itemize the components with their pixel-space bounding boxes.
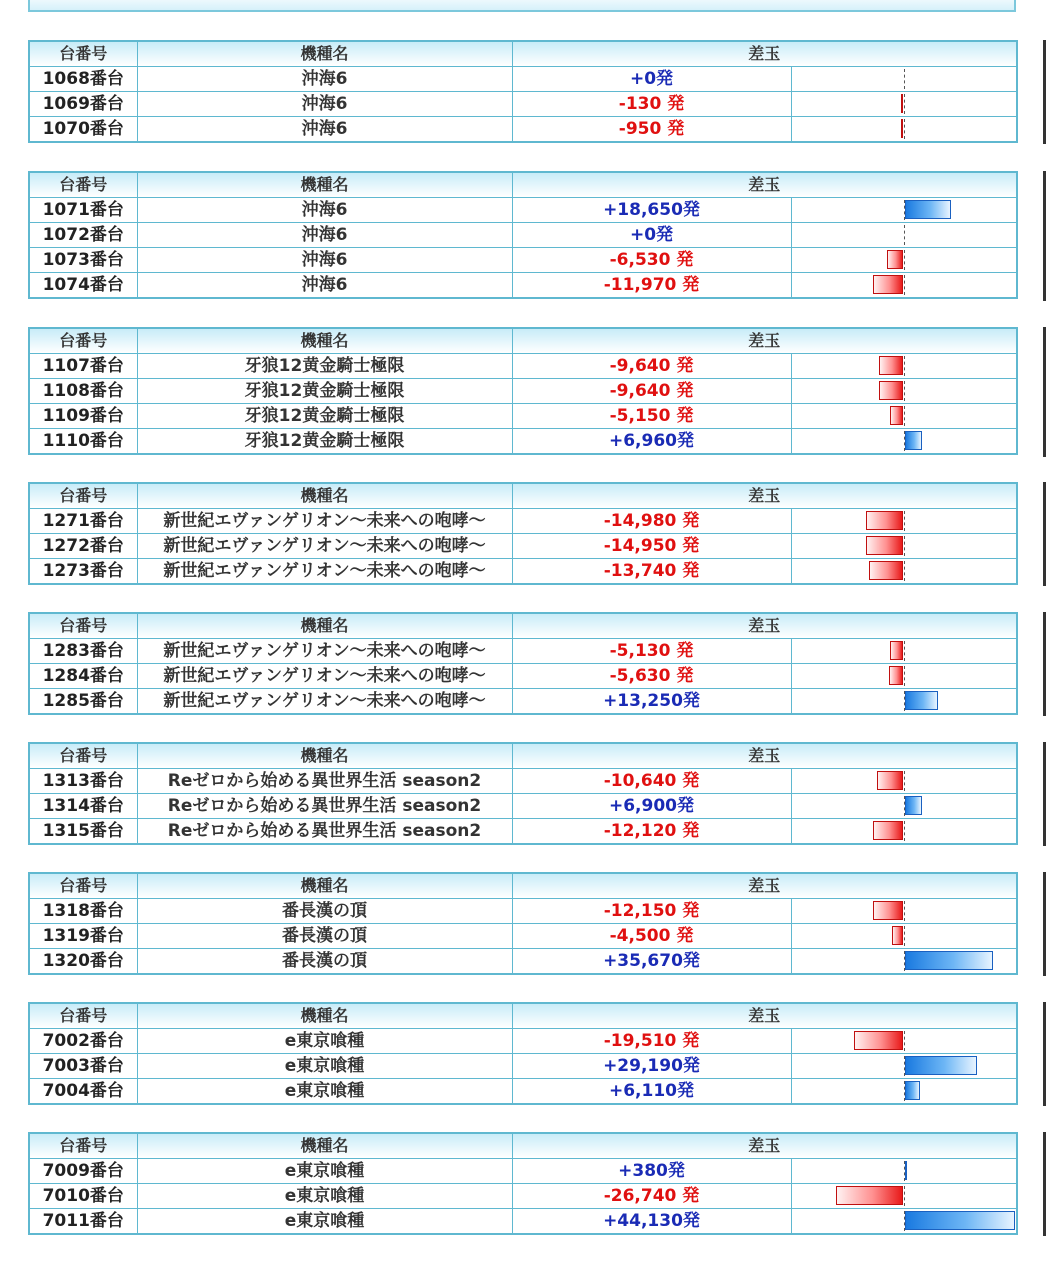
bar-zero-axis (904, 94, 905, 114)
bar-zero-axis (904, 641, 905, 661)
diff-bar-cell (791, 949, 1017, 975)
machine-number: 7009番台 (29, 1159, 137, 1184)
machine-name: 牙狼12黄金騎士極限 (137, 404, 512, 429)
diff-value: +44,130発 (512, 1209, 791, 1235)
machine-name: 番長漢の頂 (137, 899, 512, 924)
machine-number: 1320番台 (29, 949, 137, 975)
table-row (29, 1054, 1017, 1079)
diff-value: +6,900発 (512, 794, 791, 819)
diff-bar-cell (791, 67, 1017, 92)
header-machine-name: 機種名 (137, 1003, 512, 1029)
header-machine-number: 台番号 (29, 172, 137, 198)
table-header-row (29, 613, 1017, 639)
positive-diff-bar (905, 1211, 1015, 1230)
edge-mark (1043, 171, 1046, 301)
machine-name: 番長漢の頂 (137, 924, 512, 949)
bar-zero-axis (904, 381, 905, 401)
machine-name: e東京喰種 (137, 1184, 512, 1209)
header-machine-name: 機種名 (137, 1133, 512, 1159)
machine-number: 1272番台 (29, 534, 137, 559)
machine-name: 沖海6 (137, 117, 512, 143)
machine-name: 新世紀エヴァンゲリオン～未来への咆哮～ (137, 689, 512, 715)
bar-zero-axis (904, 561, 905, 581)
table-row (29, 92, 1017, 117)
machine-name: 新世紀エヴァンゲリオン～未来への咆哮～ (137, 509, 512, 534)
diff-bar-cell (791, 769, 1017, 794)
table-header-row (29, 483, 1017, 509)
diff-value: -12,120 発 (512, 819, 791, 845)
table-row (29, 794, 1017, 819)
table-row (29, 404, 1017, 429)
machine-name: Reゼロから始める異世界生活 season2 (137, 819, 512, 845)
positive-diff-bar (905, 951, 994, 970)
table-row (29, 689, 1017, 715)
negative-diff-bar (892, 926, 903, 945)
machine-number: 1074番台 (29, 273, 137, 299)
machine-name: Reゼロから始める異世界生活 season2 (137, 769, 512, 794)
header-diff: 差玉 (512, 1133, 1017, 1159)
machine-number: 1319番台 (29, 924, 137, 949)
table-header-row (29, 172, 1017, 198)
bar-zero-axis (904, 666, 905, 686)
edge-mark (1043, 1002, 1046, 1106)
top-banner (28, 0, 1016, 12)
machine-name: 沖海6 (137, 223, 512, 248)
machine-name: 番長漢の頂 (137, 949, 512, 975)
header-diff: 差玉 (512, 41, 1017, 67)
diff-value: -4,500 発 (512, 924, 791, 949)
diff-table (28, 612, 1018, 715)
edge-mark (1043, 482, 1046, 586)
table-header-row (29, 1133, 1017, 1159)
machine-name: 新世紀エヴァンゲリオン～未来への咆哮～ (137, 664, 512, 689)
diff-bar-cell (791, 1209, 1017, 1235)
header-diff: 差玉 (512, 613, 1017, 639)
negative-diff-bar (901, 119, 903, 138)
header-machine-name: 機種名 (137, 172, 512, 198)
diff-bar-cell (791, 559, 1017, 585)
table-row (29, 509, 1017, 534)
table-row (29, 1184, 1017, 1209)
negative-diff-bar (879, 356, 903, 375)
bar-zero-axis (904, 225, 905, 245)
diff-value: -13,740 発 (512, 559, 791, 585)
diff-table (28, 40, 1018, 143)
machine-name: 新世紀エヴァンゲリオン～未来への咆哮～ (137, 559, 512, 585)
machine-number: 1318番台 (29, 899, 137, 924)
diff-bar-cell (791, 429, 1017, 455)
positive-diff-bar (905, 1161, 907, 1180)
machine-name: 牙狼12黄金騎士極限 (137, 354, 512, 379)
machine-name: 新世紀エヴァンゲリオン～未来への咆哮～ (137, 534, 512, 559)
diff-bar-cell (791, 664, 1017, 689)
negative-diff-bar (873, 821, 903, 840)
table-row (29, 769, 1017, 794)
table-header-row (29, 41, 1017, 67)
negative-diff-bar (877, 771, 904, 790)
machine-number: 7011番台 (29, 1209, 137, 1235)
negative-diff-bar (901, 94, 903, 113)
machine-name: Reゼロから始める異世界生活 season2 (137, 794, 512, 819)
positive-diff-bar (905, 200, 952, 219)
header-machine-number: 台番号 (29, 1003, 137, 1029)
diff-bar-cell (791, 1184, 1017, 1209)
machine-number: 1107番台 (29, 354, 137, 379)
machine-name: 新世紀エヴァンゲリオン～未来への咆哮～ (137, 639, 512, 664)
header-machine-number: 台番号 (29, 41, 137, 67)
diff-bar-cell (791, 404, 1017, 429)
machine-name: 沖海6 (137, 67, 512, 92)
header-machine-number: 台番号 (29, 873, 137, 899)
machine-number: 1315番台 (29, 819, 137, 845)
machine-number: 1073番台 (29, 248, 137, 273)
machine-number: 1273番台 (29, 559, 137, 585)
diff-value: +35,670発 (512, 949, 791, 975)
diff-value: -10,640 発 (512, 769, 791, 794)
bar-zero-axis (904, 356, 905, 376)
machine-number: 7010番台 (29, 1184, 137, 1209)
diff-bar-cell (791, 379, 1017, 404)
edge-mark (1043, 872, 1046, 976)
machine-name: 沖海6 (137, 273, 512, 299)
table-row (29, 949, 1017, 975)
table-row (29, 198, 1017, 223)
negative-diff-bar (879, 381, 903, 400)
header-machine-name: 機種名 (137, 743, 512, 769)
diff-value: -19,510 発 (512, 1029, 791, 1054)
machine-number: 1070番台 (29, 117, 137, 143)
machine-name: e東京喰種 (137, 1159, 512, 1184)
positive-diff-bar (905, 1056, 978, 1075)
diff-value: -950 発 (512, 117, 791, 143)
table-row (29, 223, 1017, 248)
machine-number: 1072番台 (29, 223, 137, 248)
negative-diff-bar (854, 1031, 903, 1050)
table-row (29, 248, 1017, 273)
machine-name: 牙狼12黄金騎士極限 (137, 429, 512, 455)
diff-table (28, 1132, 1018, 1235)
edge-mark (1043, 40, 1046, 144)
machine-number: 1271番台 (29, 509, 137, 534)
diff-value: -14,950 発 (512, 534, 791, 559)
machine-number: 1283番台 (29, 639, 137, 664)
machine-name: 牙狼12黄金騎士極限 (137, 379, 512, 404)
positive-diff-bar (905, 1081, 920, 1100)
table-row (29, 117, 1017, 143)
machine-number: 7002番台 (29, 1029, 137, 1054)
diff-value: -5,150 発 (512, 404, 791, 429)
table-row (29, 664, 1017, 689)
machine-name: e東京喰種 (137, 1209, 512, 1235)
machine-name: 沖海6 (137, 92, 512, 117)
diff-value: +6,960発 (512, 429, 791, 455)
diff-bar-cell (791, 354, 1017, 379)
diff-value: -26,740 発 (512, 1184, 791, 1209)
negative-diff-bar (890, 406, 903, 425)
negative-diff-bar (873, 901, 903, 920)
edge-mark (1043, 1132, 1046, 1236)
diff-bar-cell (791, 117, 1017, 143)
table-header-row (29, 328, 1017, 354)
negative-diff-bar (866, 536, 903, 555)
table-row (29, 819, 1017, 845)
bar-zero-axis (904, 119, 905, 139)
edge-mark (1043, 327, 1046, 457)
header-machine-name: 機種名 (137, 328, 512, 354)
table-row (29, 899, 1017, 924)
diff-table (28, 742, 1018, 845)
diff-value: +29,190発 (512, 1054, 791, 1079)
bar-zero-axis (904, 275, 905, 295)
table-row (29, 559, 1017, 585)
diff-value: +380発 (512, 1159, 791, 1184)
edge-mark (1043, 612, 1046, 716)
negative-diff-bar (836, 1186, 903, 1205)
header-diff: 差玉 (512, 172, 1017, 198)
header-machine-name: 機種名 (137, 873, 512, 899)
header-diff: 差玉 (512, 328, 1017, 354)
diff-bar-cell (791, 223, 1017, 248)
machine-name: e東京喰種 (137, 1029, 512, 1054)
diff-bar-cell (791, 1054, 1017, 1079)
table-row (29, 924, 1017, 949)
negative-diff-bar (887, 250, 903, 269)
header-machine-number: 台番号 (29, 328, 137, 354)
diff-bar-cell (791, 198, 1017, 223)
table-row (29, 1159, 1017, 1184)
header-machine-number: 台番号 (29, 613, 137, 639)
machine-number: 1071番台 (29, 198, 137, 223)
header-machine-number: 台番号 (29, 1133, 137, 1159)
diff-table (28, 327, 1018, 455)
diff-table (28, 872, 1018, 975)
edge-mark (1043, 742, 1046, 846)
header-machine-name: 機種名 (137, 483, 512, 509)
bar-zero-axis (904, 511, 905, 531)
diff-bar-cell (791, 273, 1017, 299)
diff-value: +6,110発 (512, 1079, 791, 1105)
table-header-row (29, 1003, 1017, 1029)
negative-diff-bar (866, 511, 903, 530)
machine-number: 7004番台 (29, 1079, 137, 1105)
diff-value: -130 発 (512, 92, 791, 117)
diff-bar-cell (791, 924, 1017, 949)
machine-number: 1284番台 (29, 664, 137, 689)
diff-value: -5,130 発 (512, 639, 791, 664)
diff-bar-cell (791, 794, 1017, 819)
header-diff: 差玉 (512, 483, 1017, 509)
table-header-row (29, 743, 1017, 769)
bar-zero-axis (904, 821, 905, 841)
diff-value: -9,640 発 (512, 379, 791, 404)
diff-bar-cell (791, 534, 1017, 559)
machine-number: 1314番台 (29, 794, 137, 819)
diff-value: -9,640 発 (512, 354, 791, 379)
diff-value: -11,970 発 (512, 273, 791, 299)
header-diff: 差玉 (512, 1003, 1017, 1029)
table-row (29, 354, 1017, 379)
negative-diff-bar (873, 275, 903, 294)
diff-bar-cell (791, 248, 1017, 273)
machine-number: 1069番台 (29, 92, 137, 117)
bar-zero-axis (904, 926, 905, 946)
diff-value: -5,630 発 (512, 664, 791, 689)
diff-table (28, 171, 1018, 299)
header-diff: 差玉 (512, 873, 1017, 899)
diff-value: +18,650発 (512, 198, 791, 223)
machine-number: 7003番台 (29, 1054, 137, 1079)
right-edge-marks (1040, 0, 1047, 1262)
machine-number: 1285番台 (29, 689, 137, 715)
positive-diff-bar (905, 796, 922, 815)
diff-value: +0発 (512, 67, 791, 92)
header-machine-number: 台番号 (29, 483, 137, 509)
diff-value: +13,250発 (512, 689, 791, 715)
diff-value: +0発 (512, 223, 791, 248)
bar-zero-axis (904, 1186, 905, 1206)
machine-number: 1313番台 (29, 769, 137, 794)
machine-name: 沖海6 (137, 198, 512, 223)
bar-zero-axis (904, 901, 905, 921)
table-row (29, 639, 1017, 664)
positive-diff-bar (905, 691, 938, 710)
header-machine-number: 台番号 (29, 743, 137, 769)
bar-zero-axis (904, 536, 905, 556)
diff-bar-cell (791, 1159, 1017, 1184)
header-machine-name: 機種名 (137, 613, 512, 639)
table-row (29, 534, 1017, 559)
table-row (29, 67, 1017, 92)
header-machine-name: 機種名 (137, 41, 512, 67)
machine-number: 1108番台 (29, 379, 137, 404)
bar-zero-axis (904, 69, 905, 89)
table-row (29, 1029, 1017, 1054)
diff-bar-cell (791, 639, 1017, 664)
table-row (29, 273, 1017, 299)
negative-diff-bar (889, 666, 903, 685)
diff-bar-cell (791, 92, 1017, 117)
bar-zero-axis (904, 771, 905, 791)
diff-bar-cell (791, 689, 1017, 715)
table-row (29, 1209, 1017, 1235)
machine-name: e東京喰種 (137, 1079, 512, 1105)
table-row (29, 429, 1017, 455)
diff-bar-cell (791, 509, 1017, 534)
table-row (29, 379, 1017, 404)
negative-diff-bar (890, 641, 903, 660)
diff-value: -12,150 発 (512, 899, 791, 924)
diff-table (28, 482, 1018, 585)
machine-name: e東京喰種 (137, 1054, 512, 1079)
diff-bar-cell (791, 899, 1017, 924)
header-diff: 差玉 (512, 743, 1017, 769)
diff-bar-cell (791, 1079, 1017, 1105)
table-row (29, 1079, 1017, 1105)
machine-number: 1068番台 (29, 67, 137, 92)
diff-bar-cell (791, 819, 1017, 845)
diff-bar-cell (791, 1029, 1017, 1054)
machine-name: 沖海6 (137, 248, 512, 273)
positive-diff-bar (905, 431, 922, 450)
machine-number: 1110番台 (29, 429, 137, 455)
bar-zero-axis (904, 250, 905, 270)
bar-zero-axis (904, 1031, 905, 1051)
negative-diff-bar (869, 561, 903, 580)
diff-value: -14,980 発 (512, 509, 791, 534)
bar-zero-axis (904, 406, 905, 426)
table-header-row (29, 873, 1017, 899)
machine-number: 1109番台 (29, 404, 137, 429)
diff-value: -6,530 発 (512, 248, 791, 273)
diff-table (28, 1002, 1018, 1105)
